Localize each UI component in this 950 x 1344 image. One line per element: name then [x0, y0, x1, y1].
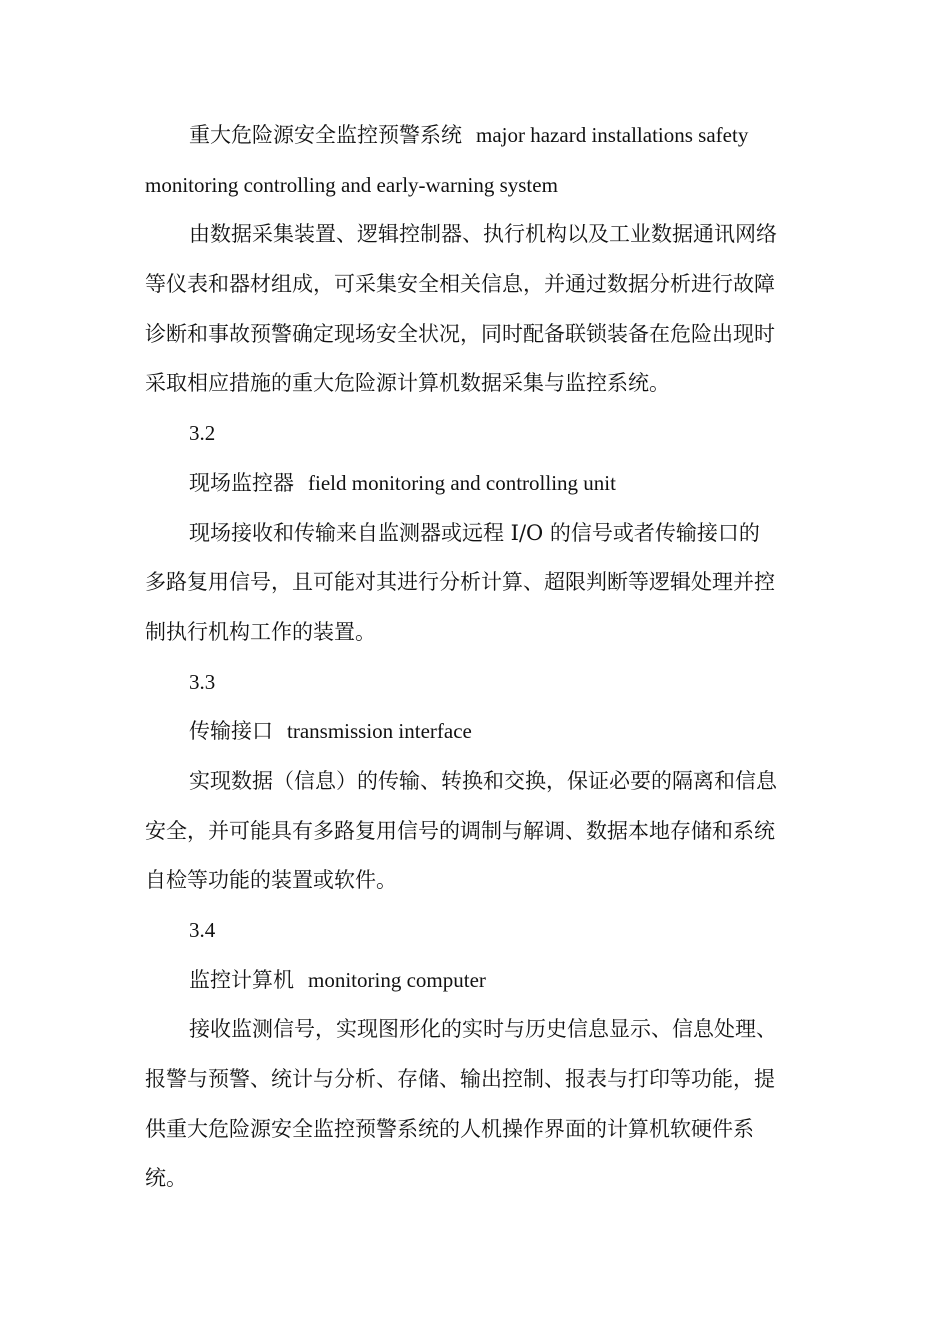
- term-heading: [145, 111, 815, 161]
- definition-line: 统。: [145, 1166, 187, 1191]
- term-chinese: 重大危险源安全监控预警系统: [189, 123, 462, 147]
- term-chinese: 现场监控器: [189, 470, 294, 495]
- section-number: 3.3: [189, 669, 216, 694]
- definition-line: 供重大危险源安全监控预警系统的人机操作界面的计算机软硬件系: [145, 1116, 754, 1141]
- term-chinese: 监控计算机: [189, 967, 294, 992]
- definition-line: 实现数据（信息）的传输、转换和交换，保证必要的隔离和信息: [189, 768, 777, 793]
- term-english: monitoring computer: [308, 967, 486, 992]
- term-heading: [145, 707, 815, 757]
- term-heading: [145, 956, 815, 1006]
- definition-line: 采取相应措施的重大危险源计算机数据采集与监控系统。: [145, 371, 670, 396]
- definition-line: 自检等功能的装置或软件。: [145, 868, 397, 893]
- section-number: 3.4: [189, 918, 216, 942]
- definition-line: 接收监测信号，实现图形化的实时与历史信息显示、信息处理、: [189, 1017, 777, 1042]
- definition-line: 现场接收和传输来自监测器或远程 I/O 的信号或者传输接口的: [189, 520, 760, 545]
- definition-line: 安全，并可能具有多路复用信号的调制与解调、数据本地存储和系统: [145, 818, 775, 843]
- document-body: [145, 111, 815, 1204]
- section-number: 3.2: [189, 421, 216, 446]
- term-english: transmission interface: [287, 719, 472, 744]
- definition-line: 制执行机构工作的装置。: [145, 619, 376, 644]
- definition-line: 诊断和事故预警确定现场安全状况，同时配备联锁装备在危险出现时: [145, 321, 775, 346]
- term-english: major hazard installations safety: [476, 123, 749, 147]
- term-english: field monitoring and controlling unit: [308, 470, 616, 495]
- definition-line: 等仪表和器材组成，可采集安全相关信息，并通过数据分析进行故障: [145, 272, 775, 297]
- definition-line: 报警与预警、统计与分析、存储、输出控制、报表与打印等功能，提: [145, 1067, 775, 1092]
- definition-line: 多路复用信号，且可能对其进行分析计算、超限判断等逻辑处理并控: [145, 570, 775, 595]
- definition-line: 由数据采集装置、逻辑控制器、执行机构以及工业数据通讯网络: [189, 222, 777, 247]
- term-english-continued: monitoring controlling and early-warning system: [145, 172, 558, 197]
- term-heading: [145, 459, 815, 509]
- term-chinese: 传输接口: [189, 719, 273, 744]
